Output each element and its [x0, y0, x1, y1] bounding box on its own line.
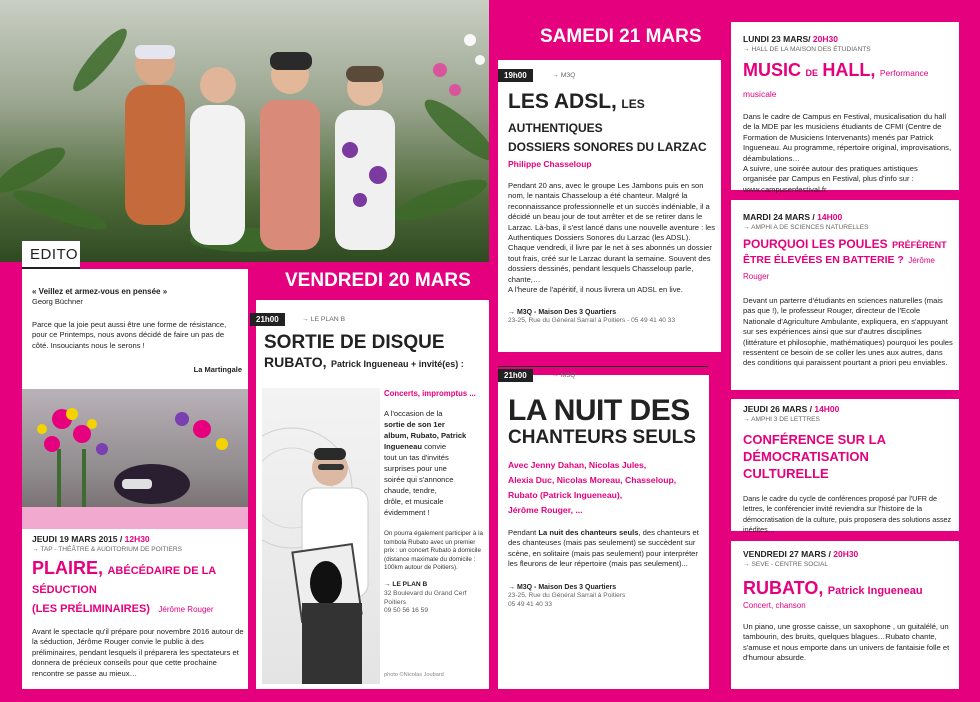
samedi21-event1-title: LES ADSL, LES AUTHENTIQUES: [508, 90, 645, 135]
edito-author: Georg Büchner: [32, 297, 83, 306]
rubato-photo: [262, 388, 380, 684]
samedi21-heading: SAMEDI 21 MARS: [540, 26, 702, 47]
samedi21-event2-title1: LA NUIT DES: [508, 394, 690, 427]
samedi21-event1-title2: DOSSIERS SONORES DU LARZAC: [508, 140, 707, 154]
jeudi19-title: PLAIRE, ABÉCÉDAIRE DE LA SÉDUCTION (LES PRÉLIMINAIRES) Jérôme Rouger: [32, 558, 216, 615]
jeudi19-date: JEUDI 19 MARS 2015 / 12H30: [32, 534, 150, 544]
samedi21-event2-time: 21h00: [498, 369, 533, 382]
samedi21-event1-time: 19h00: [498, 69, 533, 82]
vendredi20-address: 32 Boulevard du Grand Cerf Poitiers: [384, 589, 467, 606]
jeudi19-venue: → TAP - THÉÂTRE & AUDITORIUM DE POITIERS: [32, 546, 182, 553]
samedi21-event1-place: → M3Q - Maison Des 3 Quartiers: [508, 309, 617, 317]
mardi24-title: POURQUOI LES POULES PRÉFÈRENT ÊTRE ÉLEVÉES EN BATTERIE ? Jérôme Rouger: [743, 237, 947, 281]
samedi21-event2-place: → M3Q - Maison Des 3 Quartiers: [508, 583, 617, 591]
lundi23-body2: A suivre, une soirée autour des pratiques artistiques organisée par Campus en Festival, plus d'info sur : www.campusenfestival.fr: [743, 164, 918, 194]
vendredi20-title2: RUBATO, Patrick Ingueneau + invité(es) :: [264, 354, 464, 370]
edito-heading: [22, 241, 80, 269]
samedi21-event2-venue: → M3Q: [552, 372, 576, 379]
lundi23-date: LUNDI 23 MARS/ 20H30: [743, 34, 838, 44]
vendredi20-place: → LE PLAN B: [384, 580, 428, 588]
edito-heading-text: EDITO: [30, 246, 79, 263]
vendredi20-heading: VENDREDI 20 MARS: [285, 270, 471, 291]
jeudi26-title: CONFÉRENCE SUR LA DÉMOCRATISATION CULTURELLE: [743, 432, 887, 481]
samedi21-event2-body: Pendant La nuit des chanteurs seuls, des chanteurs et des chanteuses (mais pas seulement) se succèdent sur scène, en solitaire (mais pas seulement) pour interpréter les fleurons de leur répertoire (mais pas seulement)...: [508, 528, 699, 569]
flowers-illustration: [22, 389, 248, 529]
samedi21-event2-artists: Avec Jenny Dahan, Nicolas Jules, Alexia Duc, Nicolas Moreau, Chasseloup, Rubato (Patrick Ingueneau), Jérôme Rouger, ...: [508, 460, 677, 515]
samedi21-event1-body: Pendant 20 ans, avec le groupe Les Jambons puis en son nom, le nantais Chasseloup a été chanteur. Malgré la reconnaissance professionnelle et un succès indéniable, il a décidé un beau jour de tout arrêter et de se retirer dans le Larzac. Là-bas, il s'est lancé dans une nouvelle aventure : les Authentiques Dossiers Sonores du Larzac (les ADSL). Chaque vendredi, il livre par le net à ses abonnés un dossier tout frais, créé sur le Larzac durant la semaine. Souvent des dossiers dessinés, pendant lesquels Chasseloup parle, chante,…: [508, 181, 716, 284]
vendredi20-time: 21h00: [250, 313, 285, 326]
edito-quote: « Veillez et armez-vous en pensée »: [32, 287, 168, 296]
mardi24-body: Devant un parterre d'étudiants en sciences naturelles (mais pas que !), le professeur Rouger, directeur de l'Ecole Nationale d'Agriculture Ambulante, expliquera, en s'appuyant sur ses expériences ainsi que sur d'autres disciplines (littérature et philosophie, mathématiques) pourquoi les poules ressentent ce besoin de se coller les unes aux autres, dans des conditions qui paraissent pourtant a priori peu enviables.: [743, 296, 953, 368]
vendredi27-date: VENDREDI 27 MARS / 20H30: [743, 549, 859, 559]
edito-body: Parce que la joie peut aussi être une forme de résistance, pour ce Printemps, nous avons décidé de faire un pas de côté. Insouciants nous le serons !: [32, 320, 227, 350]
vendredi20-body-a: A l'occasion de la sortie de son 1er album, Rubato, Patrick Ingueneau convie tout un tas d'invités surprises pour une soirée qui s'annonce chaude, tendre, drôle, et musicale évidemment !: [384, 409, 467, 517]
samedi21-event2-address: 23-25, Rue du Général Sarrail à Poitiers: [508, 591, 626, 599]
mardi24-date: MARDI 24 MARS / 14H00: [743, 212, 843, 222]
samedi21-event1-body2: A l'heure de l'apéritif, il nous livrera un ADSL en live.: [508, 285, 683, 295]
lundi23-body: Dans le cadre de Campus en Festival, musicalisation du hall de la MDE par les musiciens étudiants de CFMI (Centre de Formation de Musiciens Intervenants) menés par Patrick Ingueneau. Au programme, répertoire original, improvisations, déambulations…: [743, 112, 952, 163]
samedi21-separator: [498, 366, 708, 367]
vendredi27-body: Un piano, une grosse caisse, un saxophone , un guitalélé, un tambourin, des bruits, quelques blagues…Rubato chante, s'amuse et nous emporte dans un univers de fantaisie folle et d'humour absurde.: [743, 622, 950, 663]
band-photo-illustration: [0, 0, 489, 262]
mardi24-venue: → AMPHI A DE SCIENCES NATURELLES: [743, 224, 869, 231]
samedi21-event2-phone: 05 49 41 40 33: [508, 600, 552, 608]
samedi21-event2-title2: CHANTEURS SEULS: [508, 427, 696, 448]
jeudi26-body: Dans le cadre du cycle de conférences proposé par l'UFR de lettres, le conférencier invité reviendra sur l'histoire de la démocratisation de la culture, puis proposera des solutions assez inédites…: [743, 494, 952, 535]
vendredi20-venue: → LE PLAN B: [302, 316, 346, 323]
vendredi20-phone: 09 50 56 16 59: [384, 606, 428, 614]
jeudi19-body: Avant le spectacle qu'il prépare pour novembre 2016 autour de la séduction, Jérôme Rouger convie le public à des préliminaires, pendant lesquels il préparera les spectateurs et donnera de précieux conseils pour que cette prochaine rencontre se passe au mieux…: [32, 627, 244, 678]
samedi21-event1-address: 23-25, Rue du Général Sarrail à Poitiers - 05 49 41 40 33: [508, 317, 676, 325]
band-photo: [0, 0, 489, 262]
samedi21-event1-venue: → M3Q: [552, 72, 576, 79]
samedi21-event1-author: Philippe Chasseloup: [508, 159, 592, 169]
vendredi20-title1: SORTIE DE DISQUE: [264, 332, 445, 353]
vendredi20-body-b: On pourra également participer à la tombola Rubato avec un premier prix : un concert Rubato à domicile (distance maximale du domicile : 100km autour de Poitiers).: [384, 530, 484, 572]
jeudi26-venue: → AMPHI 3 DE LETTRES: [743, 416, 820, 423]
edito-signature: La Martingale: [193, 365, 242, 375]
vendredi27-venue: → SEVE - CENTRE SOCIAL: [743, 561, 829, 568]
vendredi20-photo-credit: photo ©Nicolas Joubard: [384, 672, 444, 678]
flowers-photo: [22, 389, 248, 529]
lundi23-venue: → HALL DE LA MAISON DES ÉTUDIANTS: [743, 46, 871, 53]
lundi23-title: MUSIC DE HALL, Performance musicale: [743, 60, 929, 99]
vendredi27-title: RUBATO, Patrick Ingueneau: [743, 578, 923, 598]
rubato-illustration: [262, 388, 380, 684]
vendredi20-genre: Concerts, impromptus ...: [384, 389, 476, 398]
vendredi27-genre: Concert, chanson: [743, 601, 806, 610]
jeudi26-date: JEUDI 26 MARS / 14H00: [743, 404, 840, 414]
